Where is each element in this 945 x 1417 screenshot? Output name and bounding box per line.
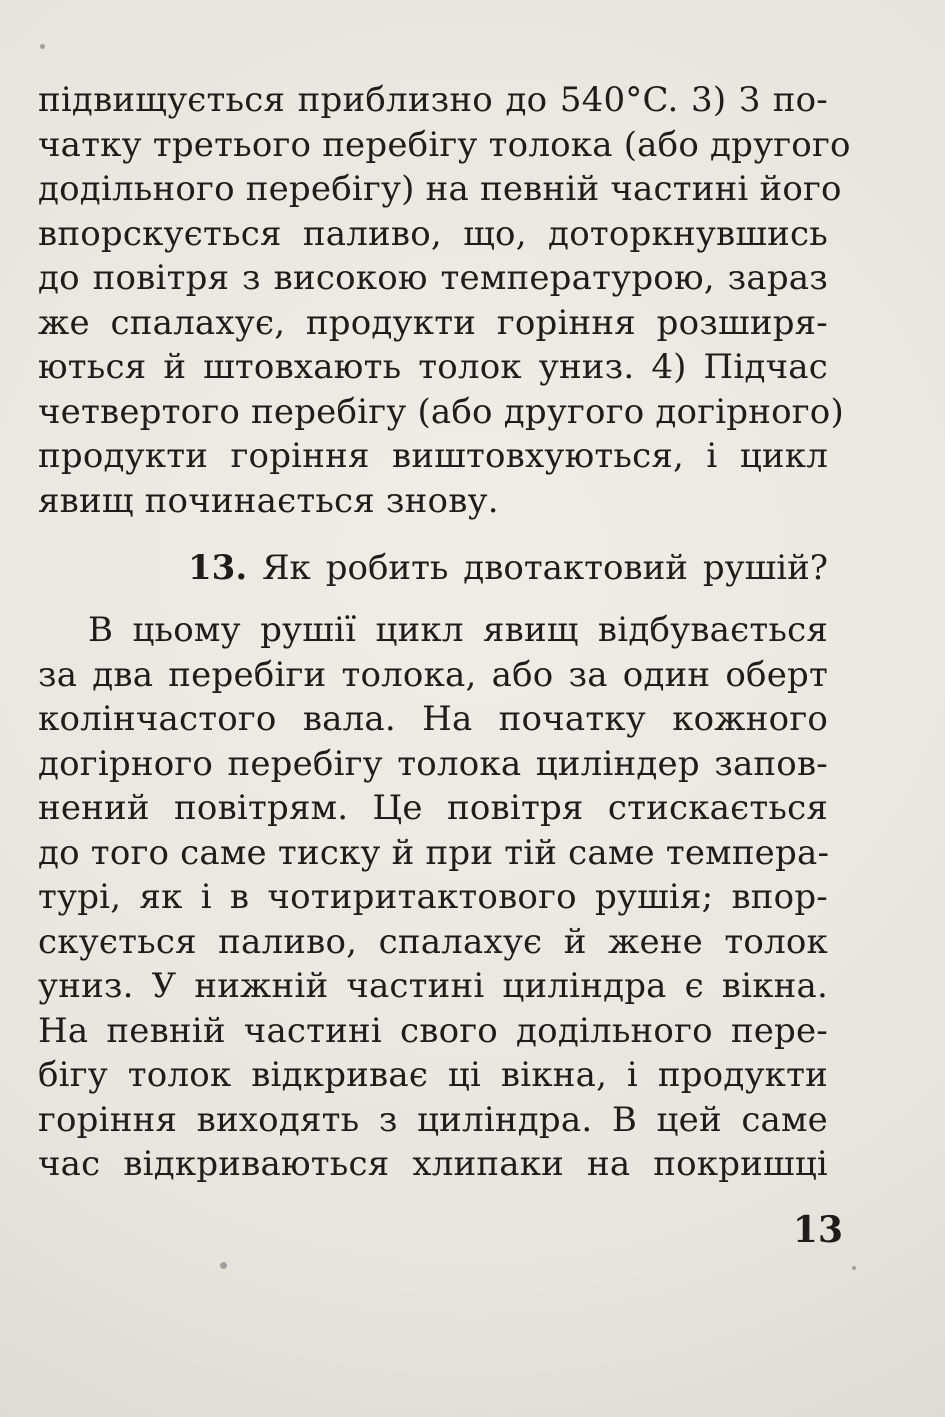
paragraph-line: На певній частині свого додільного пере-	[38, 1010, 828, 1051]
page-number: 13	[792, 1209, 843, 1251]
paragraph-line: чатку третього перебігу толока (або другого	[38, 124, 851, 165]
paragraph-line: час відкриваються хлипаки на покришці	[38, 1144, 828, 1184]
paragraph-2	[38, 608, 828, 1187]
paragraph-line: до повітря з високою температурою, зараз	[38, 258, 828, 298]
paragraph-line: скується паливо, спалахує й жене толок	[38, 921, 828, 962]
paragraph-line: додільного перебігу) на певній частині його	[38, 169, 842, 209]
paragraph-line: продукти горіння виштовхуються, і цикл	[38, 436, 828, 476]
paper-speck	[40, 44, 45, 49]
paragraph-line: же спалахує, продукти горіння розширя-	[38, 302, 828, 343]
paragraph-line: нений повітрям. Це повітря стискається	[38, 788, 828, 828]
paragraph-line: підвищується приблизно до 540°C. 3) З по-	[38, 80, 828, 120]
paragraph-line: до того саме тиску й при тій саме темпера-	[38, 832, 830, 873]
paper-speck	[852, 1266, 856, 1270]
paragraph-line: униз. У нижній частині циліндра є вікна.	[38, 966, 828, 1006]
paragraph-line: колінчастого вала. На початку кожного	[38, 699, 828, 739]
section-number: 13.	[188, 548, 248, 588]
section-heading	[188, 546, 828, 590]
section-title: Як робить двотактовий рушій?	[262, 548, 828, 588]
paragraph-line: за два перебіги толока, або за один оберт	[38, 654, 828, 695]
paragraph-line: бігу толок відкриває ці вікна, і продукти	[38, 1055, 828, 1095]
paragraph-line: горіння виходять з циліндра. В цей саме	[38, 1099, 828, 1140]
paragraph-line: ються й штовхають толок униз. 4) Підчас	[38, 347, 828, 387]
paragraph-1	[38, 78, 851, 523]
paragraph-line: четвертого перебігу (або другого догірного)	[38, 391, 844, 432]
paragraph-line: В цьому рушії цикл явищ відбувається	[88, 610, 828, 650]
paragraph-line: впорскується паливо, що, доторкнувшись	[38, 213, 828, 254]
paper-speck	[220, 1262, 227, 1269]
paragraph-line: догірного перебігу толока циліндер запов-	[38, 743, 828, 784]
paragraph-line: турі, як і в чотиритактового рушія; впор-	[38, 877, 828, 917]
paragraph-line: явищ починається знову.	[38, 480, 499, 521]
